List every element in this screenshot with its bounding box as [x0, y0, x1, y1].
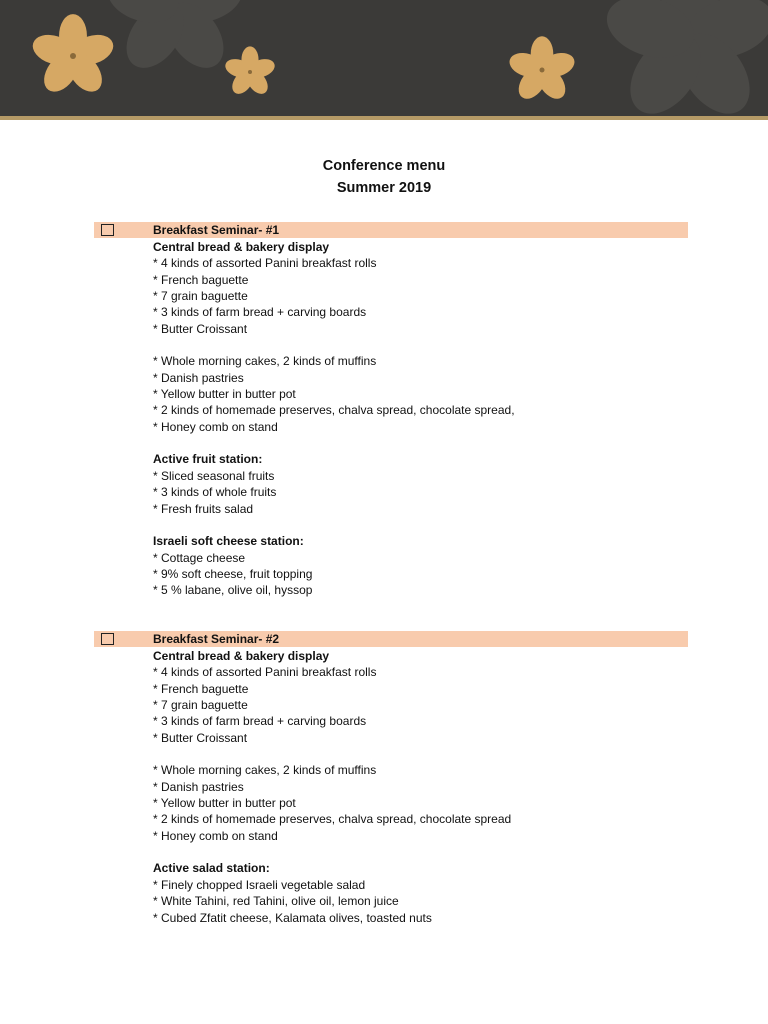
- subheading: Active salad station:: [153, 861, 270, 876]
- subheading: Israeli soft cheese station:: [153, 534, 304, 549]
- menu-item: * 3 kinds of farm bread + carving boards: [153, 714, 367, 729]
- menu-item: * Danish pastries: [153, 779, 244, 794]
- menu-item: * Fresh fruits salad: [153, 501, 254, 516]
- blank-line: [153, 435, 693, 451]
- blank-line: [153, 844, 693, 860]
- subheading: Central bread & bakery display: [153, 649, 330, 663]
- banner-accent-line: [0, 116, 768, 120]
- menu-item: * Finely chopped Israeli vegetable salad: [153, 877, 366, 892]
- subheading: Central bread & bakery display: [153, 240, 330, 254]
- menu-item: * Butter Croissant: [153, 730, 248, 745]
- menu-item: * 4 kinds of assorted Panini breakfast rolls: [153, 665, 377, 680]
- header-banner: [0, 0, 768, 116]
- menu-item: * 3 kinds of whole fruits: [153, 485, 277, 500]
- section-checkbox[interactable]: [101, 633, 114, 645]
- menu-item: * French baguette: [153, 272, 249, 287]
- menu-item: * 5 % labane, olive oil, hyssop: [153, 583, 313, 598]
- menu-item: * 7 grain baguette: [153, 289, 248, 304]
- blank-line: [153, 517, 693, 533]
- menu-item: * Cubed Zfatit cheese, Kalamata olives, toasted nuts: [153, 910, 432, 925]
- menu-item: * Whole morning cakes, 2 kinds of muffins: [153, 354, 377, 369]
- menu-item: * French baguette: [153, 681, 249, 696]
- section-lines: [153, 648, 693, 926]
- menu-item: * Butter Croissant: [153, 321, 248, 336]
- banner-decoration: [0, 0, 768, 116]
- menu-item: * Sliced seasonal fruits: [153, 468, 275, 483]
- menu-item: * Cottage cheese: [153, 550, 246, 565]
- faded-flower-icon: [599, 0, 768, 116]
- section-title: Breakfast Seminar- #2: [153, 632, 280, 646]
- menu-item: * Yellow butter in butter pot: [153, 796, 296, 811]
- menu-item: * Yellow butter in butter pot: [153, 387, 296, 402]
- menu-item: * Whole morning cakes, 2 kinds of muffins: [153, 763, 377, 778]
- blank-line: [153, 337, 693, 353]
- menu-item: * White Tahini, red Tahini, olive oil, lemon juice: [153, 894, 399, 909]
- section-checkbox[interactable]: [101, 224, 114, 236]
- menu-item: * Honey comb on stand: [153, 828, 278, 843]
- menu-item: * Honey comb on stand: [153, 419, 278, 434]
- menu-item: * 7 grain baguette: [153, 698, 248, 713]
- menu-item: * 9% soft cheese, fruit topping: [153, 566, 313, 581]
- page-title: Conference menu: [322, 158, 446, 174]
- menu-item: * 4 kinds of assorted Panini breakfast rolls: [153, 256, 377, 271]
- section-lines: [153, 239, 693, 599]
- section-title: Breakfast Seminar- #1: [153, 223, 280, 237]
- menu-item: * 2 kinds of homemade preserves, chalva spread, chocolate spread,: [153, 403, 515, 418]
- page-subtitle: Summer 2019: [336, 180, 432, 196]
- menu-item: * 2 kinds of homemade preserves, chalva spread, chocolate spread: [153, 812, 512, 827]
- menu-item: * Danish pastries: [153, 370, 244, 385]
- subheading: Active fruit station:: [153, 452, 263, 467]
- blank-line: [153, 746, 693, 762]
- menu-item: * 3 kinds of farm bread + carving boards: [153, 305, 367, 320]
